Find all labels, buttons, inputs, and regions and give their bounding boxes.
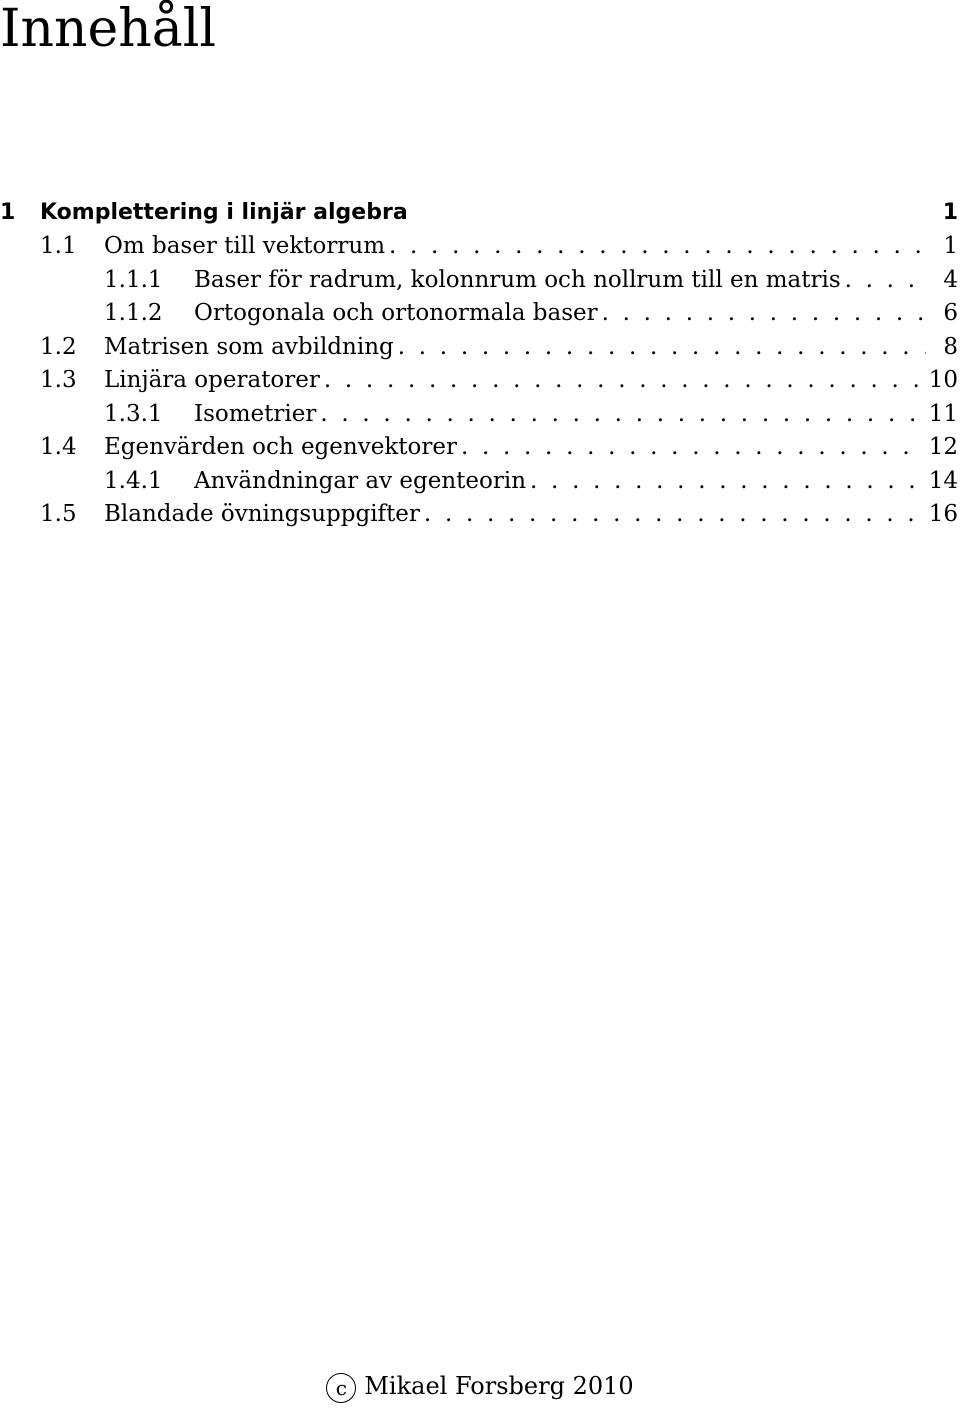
dot-leader	[389, 233, 926, 259]
toc-number: 1.4	[40, 434, 77, 461]
toc-number: 1.1.2	[104, 300, 163, 327]
toc-page: 4	[943, 266, 958, 293]
toc-title: Blandade övningsuppgifter	[104, 501, 420, 528]
toc-title: Matrisen som avbildning	[104, 333, 394, 360]
toc-title: Baser för radrum, kolonnrum och nollrum till en matris	[194, 266, 841, 293]
copyright-text: Mikael Forsberg 2010	[364, 1372, 634, 1400]
toc-entry-1-1-1[interactable]	[0, 263, 958, 297]
dot-leader	[530, 468, 925, 494]
toc-number: 1	[0, 200, 16, 226]
toc-entry-1[interactable]	[0, 196, 958, 230]
toc-entry-1-3[interactable]	[0, 364, 958, 398]
dot-leader	[602, 300, 926, 326]
toc-entry-1-1-2[interactable]	[0, 297, 958, 331]
dot-leader	[320, 401, 924, 427]
toc-entry-1-4[interactable]	[0, 431, 958, 465]
table-of-contents	[0, 196, 958, 531]
toc-entry-1-5[interactable]	[0, 498, 958, 532]
copyright-icon: c	[326, 1373, 356, 1403]
toc-number: 1.4.1	[104, 467, 163, 494]
toc-page: 8	[943, 333, 958, 360]
toc-entry-1-3-1[interactable]	[0, 397, 958, 431]
toc-page: 6	[943, 300, 958, 327]
toc-page: 10	[928, 367, 958, 394]
toc-entry-1-4-1[interactable]	[0, 464, 958, 498]
toc-title: Komplettering i linjär algebra	[40, 200, 408, 226]
toc-number: 1.1.1	[104, 266, 163, 293]
dot-leader	[845, 267, 926, 293]
dot-leader	[324, 367, 925, 393]
toc-page: 1	[943, 233, 958, 260]
copyright-footer	[0, 1372, 960, 1403]
toc-page: 16	[928, 501, 958, 528]
page-title: Innehåll	[0, 0, 217, 59]
toc-page: 11	[928, 400, 958, 427]
toc-entry-1-2[interactable]	[0, 330, 958, 364]
toc-title: Egenvärden och egenvektorer	[104, 434, 457, 461]
toc-number: 1.5	[40, 501, 77, 528]
toc-title: Användningar av egenteorin	[194, 467, 527, 494]
toc-title: Om baser till vektorrum	[104, 233, 385, 260]
toc-entry-1-1[interactable]	[0, 230, 958, 264]
toc-number: 1.2	[40, 333, 77, 360]
toc-page: 12	[928, 434, 958, 461]
toc-page: 1	[942, 200, 958, 226]
toc-page: 14	[928, 467, 958, 494]
toc-number: 1.3.1	[104, 400, 163, 427]
dot-leader	[398, 334, 926, 360]
toc-number: 1.1	[40, 233, 77, 260]
dot-leader	[461, 434, 925, 460]
toc-title: Isometrier	[194, 400, 317, 427]
toc-title: Ortogonala och ortonormala baser	[194, 300, 598, 327]
dot-leader	[424, 501, 925, 527]
toc-number: 1.3	[40, 367, 77, 394]
toc-title: Linjära operatorer	[104, 367, 320, 394]
